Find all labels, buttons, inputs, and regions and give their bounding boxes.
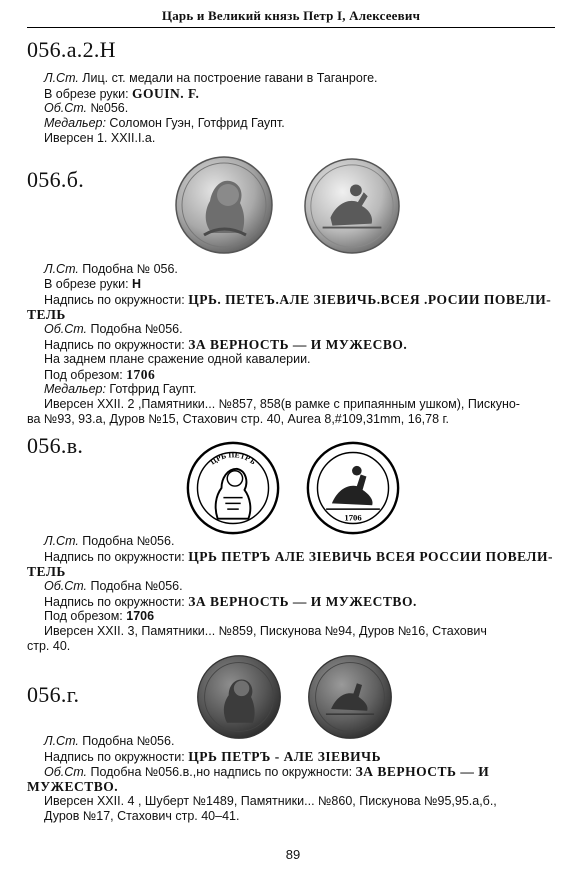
entry-line xyxy=(27,639,70,654)
field-label: Об.Ст. xyxy=(44,101,87,115)
field-text: Иверсен XXII. 2 ,Памятники... №857, 858(в рамке с припаянным ушком), Пискуно- xyxy=(44,397,520,411)
entry-line xyxy=(44,609,154,624)
field-value: ЦРЬ. ПЕТЕЪ.АЛЕ ЗIЕВИЧЬ.ВСЕЯ .РОСИИ ПОВЕЛИ- xyxy=(188,292,552,307)
entry-line xyxy=(44,262,178,277)
header-rule xyxy=(27,27,555,28)
coin-exergue-date: 1706 xyxy=(344,512,362,523)
field-text: Лиц. ст. медали на построение гавани в Таганроге. xyxy=(78,71,378,85)
entry-id: 056.б. xyxy=(27,167,84,192)
field-label: Об.Ст. xyxy=(44,579,87,593)
entry-line xyxy=(44,594,417,610)
field-label: Л.Ст. xyxy=(44,534,79,548)
entry-line xyxy=(44,131,155,146)
entry-line xyxy=(27,564,66,580)
field-value: ЗА ВЕРНОСТЬ — И МУЖЕСВО. xyxy=(188,337,408,352)
coin-reverse-drawing xyxy=(305,440,401,536)
coin-reverse-image xyxy=(303,157,401,255)
field-text: Надпись по окружности: xyxy=(44,595,189,609)
field-label: Медальер: xyxy=(44,116,106,130)
field-text: На заднем плане сражение одной кавалерии. xyxy=(44,352,311,366)
field-value: ЦРЬ ПЕТРЪ АЛЕ ЗIЕВИЧЬ ВСЕЯ РОССИИ ПОВЕЛИ- xyxy=(188,549,553,564)
page-number: 89 xyxy=(285,847,301,862)
field-value: ЗА ВЕРНОСТЬ — И МУЖЕСТВО. xyxy=(188,594,417,609)
entry-line xyxy=(44,352,311,367)
field-text: Подобна №056. xyxy=(87,579,183,593)
entry-line xyxy=(44,71,378,86)
field-value: ЗА ВЕРНОСТЬ — И xyxy=(355,764,490,779)
entry-line xyxy=(27,307,66,323)
field-text: Надпись по окружности: xyxy=(44,750,189,764)
entry-line xyxy=(44,116,285,131)
entry-line xyxy=(44,337,407,353)
entry-line xyxy=(44,292,551,308)
field-text: Иверсен XXII. 4 , Шуберт №1489, Памятники... №860, Пискунова №95,95.а,б., xyxy=(44,794,497,808)
entry-line xyxy=(44,809,239,824)
field-text: Под обрезом: xyxy=(44,609,127,623)
coin-obverse-image xyxy=(196,654,282,740)
entry-line xyxy=(27,779,118,795)
coin-legend: ЦРЬ ПЕТРЪ xyxy=(208,450,258,467)
field-text: Под обрезом: xyxy=(44,368,127,382)
entry-line xyxy=(44,277,141,292)
entry-line xyxy=(44,579,183,594)
field-text: Подобна №056. xyxy=(87,322,183,336)
entry-line xyxy=(44,764,489,780)
field-label: Л.Ст. xyxy=(44,71,79,85)
coin-reverse-image xyxy=(307,654,393,740)
field-label: Об.Ст. xyxy=(44,322,87,336)
entry-line xyxy=(44,367,155,383)
field-text: В обрезе руки: xyxy=(44,87,133,101)
field-text: Готфрид Гаупт. xyxy=(105,382,197,396)
field-text: ва №93, 93.а, Дуров №15, Стахович стр. 40, Aurea 8,#109,31mm, 16,78 г. xyxy=(27,412,450,426)
field-label: Медальер: xyxy=(44,382,106,396)
field-text: Иверсен XXII. 3, Памятники... №859, Пискунова №94, Дуров №16, Стахович xyxy=(44,624,487,638)
field-text: Соломон Гуэн, Готфрид Гаупт. xyxy=(105,116,285,130)
field-label: Л.Ст. xyxy=(44,734,79,748)
entry-line xyxy=(44,734,174,749)
field-value: ЦРЬ ПЕТРЪ - АЛЕ ЗIЕВИЧЬ xyxy=(188,749,381,764)
entry-line xyxy=(44,549,553,565)
field-value: 1706 xyxy=(126,609,155,623)
coin-obverse-image xyxy=(174,155,274,255)
field-text: Надпись по окружности: xyxy=(44,338,189,352)
field-label: Об.Ст. xyxy=(44,765,87,779)
field-text: Иверсен 1. XXII.I.a. xyxy=(44,131,156,145)
field-value: ТЕЛЬ xyxy=(27,307,66,322)
entry-line xyxy=(44,749,381,765)
entry-id: 056.а.2.Н xyxy=(27,37,116,62)
entry-line xyxy=(44,382,196,397)
field-value: GOUIN. F. xyxy=(132,86,200,101)
entry-line xyxy=(44,322,183,337)
running-header: Царь и Великий князь Петр I, Алексеевич xyxy=(161,8,421,23)
entry-line xyxy=(44,534,174,549)
entry-line xyxy=(44,794,497,809)
entry-id: 056.г. xyxy=(27,682,80,707)
field-value: Н xyxy=(132,277,142,291)
entry-line xyxy=(44,86,199,102)
field-value: 1706 xyxy=(126,367,156,382)
field-text: Подобна №056. xyxy=(78,734,175,748)
field-value: ТЕЛЬ xyxy=(27,564,66,579)
entry-line xyxy=(44,397,520,412)
field-text: №056. xyxy=(87,101,129,115)
field-text: Подобна № 056. xyxy=(78,262,178,276)
entry-line xyxy=(27,412,449,427)
field-label: Л.Ст. xyxy=(44,262,79,276)
entry-line xyxy=(44,101,128,116)
field-text: Подобна №056. xyxy=(78,534,175,548)
field-value: МУЖЕСТВО. xyxy=(27,779,119,794)
field-text: стр. 40. xyxy=(27,639,71,653)
entry-id: 056.в. xyxy=(27,433,84,458)
field-text: Дуров №17, Стахович стр. 40–41. xyxy=(44,809,240,823)
entry-line xyxy=(44,624,487,639)
field-text: Подобна №056.в.,но надпись по окружности: xyxy=(87,765,356,779)
coin-obverse-drawing xyxy=(185,440,281,536)
field-text: В обрезе руки: xyxy=(44,277,133,291)
field-text: Надпись по окружности: xyxy=(44,293,189,307)
field-text: Надпись по окружности: xyxy=(44,550,189,564)
